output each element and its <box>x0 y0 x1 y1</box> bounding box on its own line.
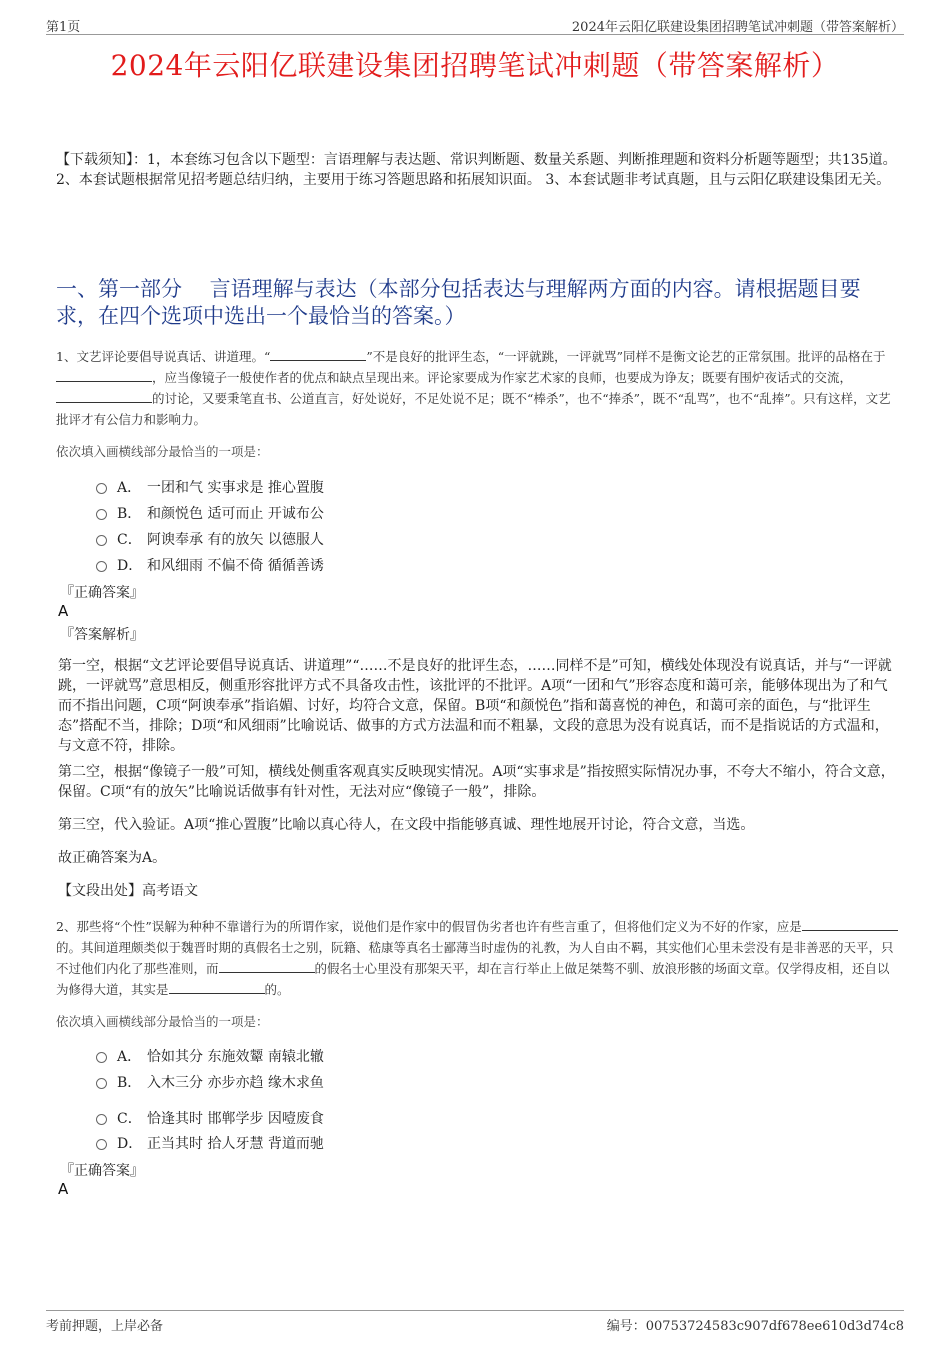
radio-icon[interactable] <box>96 509 107 520</box>
radio-icon[interactable] <box>96 1139 107 1150</box>
q1-option-d[interactable] <box>96 555 324 575</box>
q1-analysis-paragraph-2: 第二空，根据“像镜子一般”可知，横线处侧重客观真实反映现实情况。A项“实事求是”指按照实际情况办事，不夸大不缩小，符合文意，保留。C项“有的放矢”比喻说话做事有针对性，无法对应“像镜子一般”，排除。 <box>58 764 895 800</box>
page-number: 第1页 <box>46 20 81 35</box>
section-heading: 一、第一部分 言语理解与表达（本部分包括表达与理解两方面的内容。请根据题目要求，在四个选项中选出一个最恰当的答案。） <box>56 277 861 328</box>
q1-correct-answer-label: 『正确答案』 <box>60 585 144 601</box>
option-text: 恰逢其时 邯郸学步 因噎废食 <box>147 1111 324 1127</box>
q1-option-b[interactable] <box>96 503 324 523</box>
radio-icon[interactable] <box>96 483 107 494</box>
question-2-text <box>56 916 898 1000</box>
option-label: D． <box>117 558 143 574</box>
q1-analysis-paragraph-3: 第三空，代入验证。A项“推心置腹”比喻以真心待人，在文段中指能够真诚、理性地展开讨论，符合文意，当选。 <box>58 817 755 833</box>
q1-text-part-d: 的讨论，又要秉笔直书、公道直言，好处说好，不足处说不足；既不“棒杀”，也不“捧杀”，既不“乱骂”，也不“乱捧”。只有这样，文艺批评才有公信力和影响力。 <box>56 391 891 427</box>
q2-text-part-c: 的假名士心里没有那架天平，却在言行举止上做足桀骜不驯、放浪形骸的场面文章。仅学得皮相，还自以为修得大道，其实是 <box>56 961 890 997</box>
q2-option-b[interactable] <box>96 1072 324 1092</box>
q1-blank-2 <box>56 369 152 382</box>
option-text: 入木三分 亦步亦趋 缘木求鱼 <box>147 1075 324 1091</box>
q2-blank-3 <box>169 981 265 994</box>
q2-option-d[interactable] <box>96 1133 324 1153</box>
q1-option-a[interactable] <box>96 477 324 497</box>
q1-blank-3 <box>56 390 152 403</box>
footer-document-id: 编号：00753724583c907df678ee610d3d74c8 <box>606 1319 904 1334</box>
q2-blank-2 <box>219 960 315 973</box>
option-label: C． <box>117 532 142 548</box>
question-1-text <box>56 346 898 430</box>
q1-analysis-label: 『答案解析』 <box>60 627 144 643</box>
option-text: 一团和气 实事求是 推心置腹 <box>147 480 324 496</box>
radio-icon[interactable] <box>96 561 107 572</box>
download-notice: 【下载须知】：1，本套练习包含以下题型：言语理解与表达题、常识判断题、数量关系题、判断推理题和资料分析题等题型；共135道。 2、本套试题根据常见招考题总结归纳，主要用于练习答题思路和拓展知识面。 3、本套试题非考试真题，且与云阳亿联建设集团无关。 <box>56 152 897 188</box>
option-label: C． <box>117 1111 142 1127</box>
header-doc-title: 2024年云阳亿联建设集团招聘笔试冲刺题（带答案解析） <box>571 20 904 35</box>
q1-instruction: 依次填入画横线部分最恰当的一项是： <box>56 444 269 459</box>
footer-slogan: 考前押题，上岸必备 <box>46 1319 164 1334</box>
radio-icon[interactable] <box>96 535 107 546</box>
q1-analysis-paragraph-1: 第一空，根据“文艺评论要倡导说真话、讲道理”“……不是良好的批评生态，……同样不是”可知，横线处体现没有说真话，并与“一评就跳，一评就骂”意思相反，侧重形容批评方式不具备攻击性，该批评的不批评。A项“一团和气”形容态度和蔼可亲，能够体现出为了和气而不指出问题，C项“阿谀奉承”指谄媚、讨好，均符合文意，保留。B项“和颜悦色”指和蔼喜悦的神色，和蔼可亲的面色，与“批评生态”搭配不当，排除；D项“和风细雨”比喻说话、做事的方式方法温和而不粗暴，文段的意思为没有说真话，而不是指说话的方式温和，与文意不符，排除。 <box>58 658 892 754</box>
source-label: 【文段出处】 <box>58 883 142 899</box>
q1-source <box>58 881 898 901</box>
option-label: D． <box>117 1136 143 1152</box>
option-text: 阿谀奉承 有的放矢 以德服人 <box>147 532 324 548</box>
q1-analysis-conclusion: 故正确答案为A。 <box>58 850 167 866</box>
q2-correct-answer-label: 『正确答案』 <box>60 1163 144 1179</box>
option-label: B． <box>117 1075 142 1091</box>
q2-text-part-d: 的。 <box>264 982 290 997</box>
q1-option-c[interactable] <box>96 529 324 549</box>
source-text: 高考语文 <box>142 883 198 899</box>
radio-icon[interactable] <box>96 1114 107 1125</box>
q1-text-part-b: ”不是良好的批评生态，“一评就跳，一评就骂”同样不是衡文论艺的正常氛围。批评的品格在于 <box>366 349 886 364</box>
q2-text-part-a: 2、那些将“个性”误解为种种不靠谱行为的所谓作家，说他们是作家中的假冒伪劣者也许有些言重了，但将他们定义为不好的作家，应是 <box>56 919 802 934</box>
option-label: B． <box>117 506 142 522</box>
q1-text-part-a: 1、文艺评论要倡导说真话、讲道理。“ <box>56 349 271 364</box>
radio-icon[interactable] <box>96 1078 107 1089</box>
option-label: A． <box>117 1049 142 1065</box>
q2-text-part-b: 的。其间道理颇类似于魏晋时期的真假名士之别，阮籍、嵇康等真名士鄙薄当时虚伪的礼教，为人自由不羁，其实他们心里未尝没有是非善恶的天平，只不过他们内化了那些准则，而 <box>56 940 894 976</box>
option-text: 和风细雨 不偏不倚 循循善诱 <box>147 558 324 574</box>
q2-blank-1 <box>802 918 898 931</box>
q1-blank-1 <box>270 348 366 361</box>
option-text: 正当其时 拾人牙慧 背道而驰 <box>147 1136 324 1152</box>
q1-text-part-c: ，应当像镜子一般使作者的优点和缺点呈现出来。评论家要成为作家艺术家的良师，也要成为诤友；既要有围炉夜话式的交流， <box>152 370 853 385</box>
page-title: 2024年云阳亿联建设集团招聘笔试冲刺题（带答案解析） <box>110 49 840 82</box>
option-label: A． <box>117 480 142 496</box>
radio-icon[interactable] <box>96 1052 107 1063</box>
q2-option-c[interactable] <box>96 1108 324 1128</box>
page-header <box>46 14 904 35</box>
option-text: 恰如其分 东施效颦 南辕北辙 <box>147 1049 324 1065</box>
q2-option-a[interactable] <box>96 1046 324 1066</box>
q1-answer: A <box>58 602 69 620</box>
q2-answer: A <box>58 1180 69 1198</box>
q2-instruction: 依次填入画横线部分最恰当的一项是： <box>56 1014 269 1029</box>
option-text: 和颜悦色 适可而止 开诚布公 <box>147 506 324 522</box>
page-footer <box>46 1310 904 1335</box>
